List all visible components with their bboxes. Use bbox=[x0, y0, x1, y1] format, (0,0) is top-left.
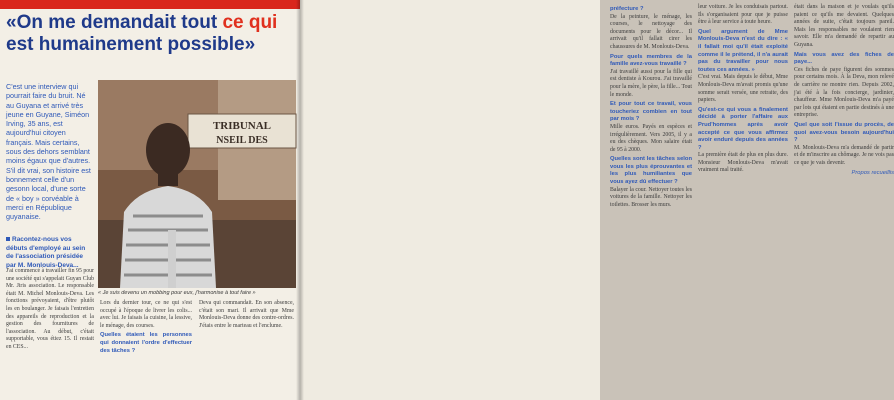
r3-answer-1: était dans la maison et je voulais qu'ils paient ce qu'ils me devaient. Quelques années de suite, c'était toujours pareil. Mais les responsables ne voulaient rien savoir. Elle m'a demandé de repartir au Guyana. bbox=[794, 4, 894, 48]
headline-part1: On me demandait tout bbox=[16, 12, 223, 33]
column-c: Deva qui commandait. En son absence, c'était son mari. Il arrivait que Mme Monlouis-Deva donne des contre-ordres. J'étais entre le marteau et l'enclume. bbox=[199, 300, 294, 329]
right-column-3 bbox=[794, 4, 894, 178]
r3-answer-2: Ces fiches de paye figurent des sommes pour certains mois. À la Deva, mon relevé de carrière ne montre rien. Depuis 2002, j'ai été à la fois concierge, jardinier, chauffeur. Mme Monlouis-Deva m'a payé par lots qui étaient en partie destinés à une entreprise. bbox=[794, 66, 894, 119]
headline bbox=[6, 12, 296, 56]
headline-close-quote: » bbox=[244, 34, 256, 55]
r2-answer-1: leur voiture. Je les conduisais partout. Ils s'organisaient pour que je puisse être à leur service à toute heure. bbox=[698, 4, 788, 26]
question-bullet-icon bbox=[6, 237, 10, 241]
portrait-illustration bbox=[98, 80, 296, 288]
right-column-2 bbox=[698, 4, 788, 175]
left-page bbox=[0, 0, 300, 400]
r1-answer-4: Balayer la cour. Nettoyer toutes les voitures de la famille. Nettoyer les toilettes. Brosser les murs. bbox=[610, 186, 692, 208]
column-a: J'ai commencé à travailler fin 95 pour une société qui s'appelait Guyan Club Mr. Jiris association. Le responsable était M. Michel Monlouis-Deva. Les fonctions prévoyaient, d'être plutôt les en boulanger. Je faisais l'entretien des appareils de reproduction et la gestion des fournitures de l'association. Au début, c'était supportable, vous étiez 15. Il restait en CES... bbox=[6, 268, 94, 350]
photo-caption: « Je suis devenu un mobbing pour eux, j'harmonise à tout faire » bbox=[98, 290, 256, 296]
r3-question-2: Quel que soit l'issue du procès, de quoi avez-vous besoin aujourd'hui ? bbox=[794, 121, 894, 144]
r2-question-2: Qu'est-ce qui vous a finalement décidé à porter l'affaire aux Prud'hommes après avoir accepté ce que vous affirmez avoir enduré depuis des années ? bbox=[698, 106, 788, 151]
r1-question-3: Et pour tout ce travail, vous toucheriez combien en tout par mois ? bbox=[610, 101, 692, 123]
right-page bbox=[300, 0, 894, 400]
r1-question-4: Quelles sont les tâches selon vous les plus éprouvantes et les plus humiliantes que vous ayez dû effectuer ? bbox=[610, 156, 692, 186]
r3-question-1: Mais vous avez des fiches de paye... bbox=[794, 51, 894, 66]
r2-answer-2: C'est vrai. Mais depuis le début, Mme Monlouis-Deva m'avait promis qu'une somme serait versée, une retraite, des papiers. bbox=[698, 74, 788, 104]
r1-question-1: préfecture ? bbox=[610, 6, 644, 12]
headline-open-quote: « bbox=[6, 12, 17, 33]
signoff: Propos recueillis bbox=[851, 170, 894, 177]
headline-accent: ce qui bbox=[222, 12, 278, 33]
column-b-question: Quelles étaient les personnes qui donnaient l'ordre d'effectuer des tâches ? bbox=[100, 332, 192, 354]
portrait-photo bbox=[98, 80, 296, 288]
intro-paragraph: C'est une interview qui pourrait faire du bruit. Né au Guyana et arrivé très jeune en Guyane, Siméon Irving, 35 ans, est aujourd'hui citoyen français. Mais certains, sous des dehors semblant moins égaux que d'autres. S'il dit vrai, son histoire est bonnement celle d'un gesonn local, d'une sorte de « boy » corvéable à merci en République guyanaise. bbox=[6, 82, 91, 222]
column-b-text: Lors du dernier tour, ce ne qui s'est occupé à l'époque de livrer les colis... avec lui. Je faisais la cuisine, la lessive, le ménage, des courses. bbox=[100, 300, 192, 329]
r3-answer-3: M. Monlouis-Deva m'a demandé de partir et de m'inscrire au chômage. Je ne vois pas ce que je vais devenir. bbox=[794, 144, 894, 166]
lead-question-text: Racontez-nous vos débuts d'employé au sein de l'association présidée par M. Monlouis-Deva... bbox=[6, 236, 86, 269]
column-b bbox=[100, 300, 192, 355]
right-column-1 bbox=[610, 4, 692, 209]
r2-question-1: Quel argument de Mme Monlouis-Deva n'est du dire : « il fallait moi qu'il était exploité comme il le prétend, il n'a aurait pas du travailler pour nous toutes ces années. » bbox=[698, 28, 788, 73]
headline-part2: est humainement possible bbox=[6, 34, 245, 55]
page-gutter bbox=[296, 0, 304, 400]
r1-answer-1: De la peinture, le ménage, les courses, le nettoyage des documents pour le décor... Il arrivait qu'il fallait cirer les chaussures de M. Monlouis-Deva. bbox=[610, 13, 692, 50]
r1-answer-3: Mille euros. Payés en espèces et irrégulièrement. Vers 2005, il y a eu des chèques. Mon salaire était de 95 à 2000. bbox=[610, 123, 692, 153]
lead-question bbox=[6, 236, 94, 270]
r2-answer-3: La première était de plus en plus dure. Monsieur Monlouis-Deva m'avait vraiment mal traité. bbox=[698, 152, 788, 174]
sign-line1: TRIBUNAL bbox=[212, 120, 272, 132]
r1-answer-2: J'ai travaillé aussi pour la fille qui est dentiste à Kourou. J'ai travaillé pour la mère, le père, la fille... Tout le monde. bbox=[610, 68, 692, 98]
section-strip bbox=[0, 0, 300, 9]
r1-question-2: Pour quels membres de la famille avez-vous travaillé ? bbox=[610, 53, 692, 68]
sign-line2: NSEIL DES bbox=[216, 135, 268, 146]
